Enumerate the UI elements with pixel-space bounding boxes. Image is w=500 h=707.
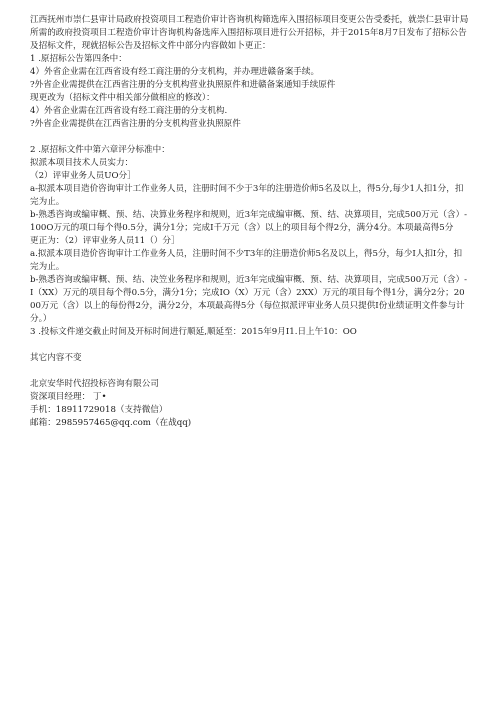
contact-phone: 手机：18911729018（支持微信） [30,405,168,415]
section-1-heading: 1 .原招标公告第四条中： [30,54,127,64]
section-3-deadline: 3 .投标文件递交截止时间及开标时间进行顺延,顺延至：2015年9月I1.日上午10：OO [30,327,357,337]
corrected-item-a: a.拟派本项目造价咨询审计工作业务人员，注册时间不少T3年的注册造价师5名及以上，得5分，每少I人扣I分，扣完为止。 [30,249,463,272]
revised-clause-4: 4）外省企业需在江西省设有经工商注册的分支机构. [30,106,228,116]
corrected-item-2-title: 更正为：（2）评审业务人员11（）分］ [30,236,180,246]
original-item-a: a-拟派本项目造价咨询审计工作业务人员，注册时间不少于3年的注册造价师5名及以上，得5分,每少1人扣1分，扣完为止。 [30,184,464,207]
original-clause-bullet: ?外省企业需提供在江西省注册的分支机构营业执照原件和进赣备案通知手续原件 [30,80,336,90]
blank-line [30,365,470,378]
project-manager: 资深项目经理： 丁• [30,392,107,402]
corrected-item-b: b-熟悉咨询或编审概、预、结、决笠业务程序和规则，近3年完成编审概、预、结、决算项目，完成500万元（含）-I（XX）万元的项目每个得0.5分，满分1分；完成IO（X）万元（含）2XX）万元的项目每个得1分，满分2分；2000万元（含）以上的每份得2分，满分2分，本项最高得5分（每位拟派评审业务人员只提供I份业绩证明文件参与计分。） [30,275,468,324]
other-unchanged: 其它内容不变 [30,353,82,363]
section-2-heading: 2 .原招标文件中第六章评分标准中： [30,145,170,155]
change-note: 现更改为（招标文件中相关部分做相应的修改）： [30,93,215,103]
original-item-2-title: （2）评审业务人员UO分］ [30,171,136,181]
staff-strength-label: 拟派本项目技术人员实力： [30,158,134,168]
original-clause-4: 4）外省企业需在江西省设有经工商注册的分支机构，并办理进赣备案手续。 [30,67,320,77]
original-item-b: b-熟悉咨询或编审概、预、结、决算业务程序和规则，近3年完成编审概、预、结、决算项目，完成500万元（含）-100O万元的项口每个得0.5分，满分1分；完成I千万元（含）以上的项目每个得2分，满分4分。本项最高得5分 [30,210,468,233]
contact-email: 邮箱：2985957465@qq.com（在战qq) [30,418,192,428]
intro-paragraph: 江西抚州市崇仁县审计局政府投资项目工程造价审计咨询机构筛选库入围招标项目变更公告受委托，就崇仁县审计局所需的政府投资项目工程造价审计咨询机构备选库入围招标项目进行公开招标，并于2015年8月7日发布了招标公告及招标文件，现就招标公告及招标文件中部分内容做如卜更正： [30,15,469,51]
revised-clause-bullet: ?外省企业需提供在江西省注册的分支机构营业执照原件 [30,119,241,129]
blank-line [30,339,470,352]
company-name: 北京安华时代招投标咨询有限公司 [30,379,159,389]
blank-line [30,131,470,144]
